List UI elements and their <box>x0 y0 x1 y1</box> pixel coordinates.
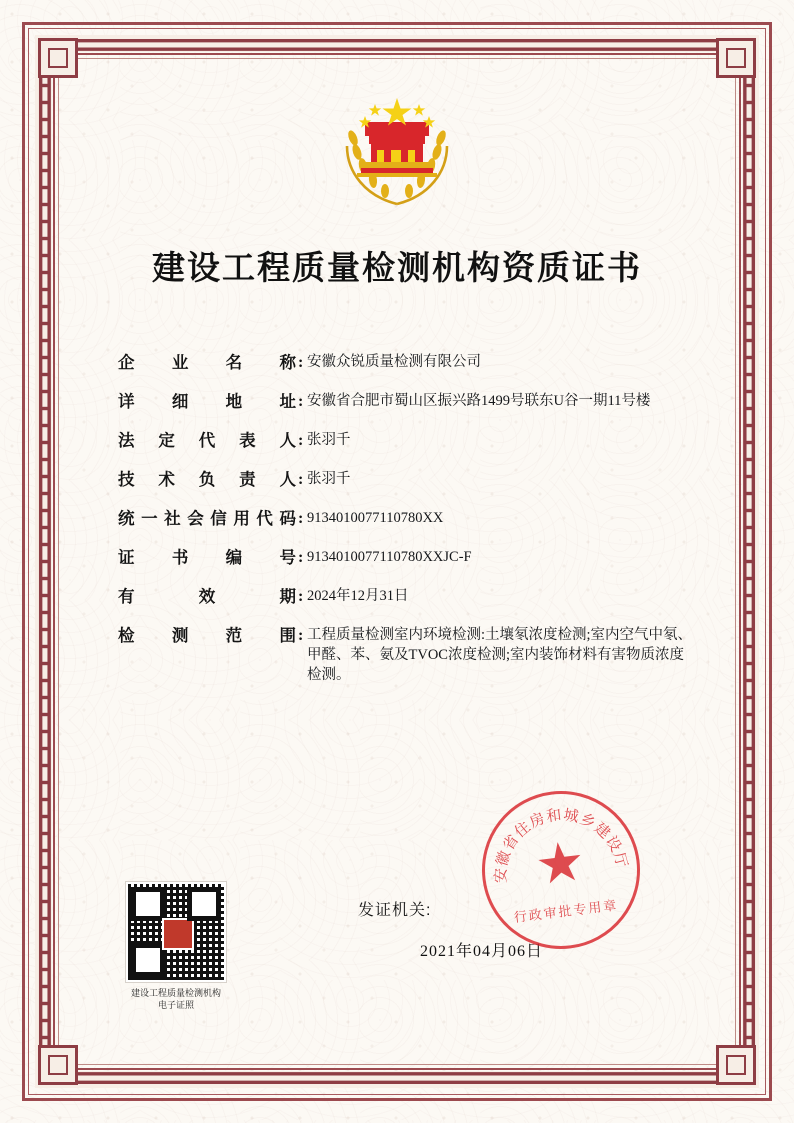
field-colon: : <box>298 588 304 605</box>
field-colon: : <box>298 471 304 488</box>
field-colon: : <box>298 627 304 644</box>
field-legal-representative <box>118 430 694 452</box>
field-value-legal-representative: 张羽千 <box>307 432 351 448</box>
field-enterprise-name <box>118 352 694 374</box>
emblem-container <box>70 92 724 212</box>
field-colon: : <box>298 510 304 527</box>
field-unified-social-credit-code <box>118 508 694 530</box>
field-colon: : <box>298 432 304 449</box>
qr-finder-bottom-left <box>131 943 165 977</box>
field-value-certificate-number: 9134010077110780XXJC-F <box>307 549 472 565</box>
qr-code-icon[interactable] <box>126 882 226 982</box>
field-testing-scope <box>118 625 694 685</box>
official-seal <box>473 782 649 958</box>
field-colon: : <box>298 354 304 371</box>
certificate-fields <box>118 352 694 702</box>
qr-center-logo <box>162 918 194 950</box>
field-label-certificate-number: 证书编号 <box>118 549 296 567</box>
national-emblem-icon <box>335 92 459 212</box>
field-value-validity-date: 2024年12月31日 <box>307 588 409 604</box>
field-label-validity-date: 有效期 <box>118 588 296 606</box>
field-detailed-address <box>118 391 694 413</box>
seal-top-text: 安徽省住房和城乡建设厅 <box>493 807 630 884</box>
qr-caption-line2: 电子证照 <box>157 1000 194 1010</box>
field-colon: : <box>298 549 304 566</box>
field-label-detailed-address: 详细地址 <box>118 393 296 411</box>
field-value-detailed-address: 安徽省合肥市蜀山区振兴路1499号联东U谷一期11号楼 <box>307 393 651 409</box>
field-label-testing-scope: 检测范围 <box>118 627 296 645</box>
field-technical-director <box>118 469 694 491</box>
issuer-label: 发证机关: <box>358 902 432 919</box>
field-colon: : <box>298 393 304 410</box>
seal-bottom-text: 行政审批专用章 <box>513 897 620 926</box>
field-value-enterprise-name: 安徽众锐质量检测有限公司 <box>307 354 481 370</box>
issue-date: 2021年04月06日 <box>420 943 544 960</box>
field-value-testing-scope: 工程质量检测室内环境检测:土壤氡浓度检测;室内空气中氡、甲醛、苯、氨及TVOC浓度检测;室内装饰材料有害物质浓度检测。 <box>307 627 693 683</box>
certificate-content <box>70 70 724 1053</box>
field-certificate-number <box>118 547 694 569</box>
seal-top-text-container <box>476 785 645 954</box>
field-label-unified-social-credit-code: 统一社会信用代码 <box>118 510 296 528</box>
field-label-technical-director: 技术负责人 <box>118 471 296 489</box>
field-label-enterprise-name: 企业名称 <box>118 354 296 372</box>
field-label-legal-representative: 法定代表人 <box>118 432 296 450</box>
qr-caption-line1: 建设工程质量检测机构 <box>130 988 221 998</box>
field-value-unified-social-credit-code: 9134010077110780XX <box>307 510 444 526</box>
field-value-technical-director: 张羽千 <box>307 471 351 487</box>
certificate-title: 建设工程质量检测机构资质证书 <box>152 251 642 287</box>
field-validity-date <box>118 586 694 608</box>
qr-code-block <box>110 882 242 1011</box>
